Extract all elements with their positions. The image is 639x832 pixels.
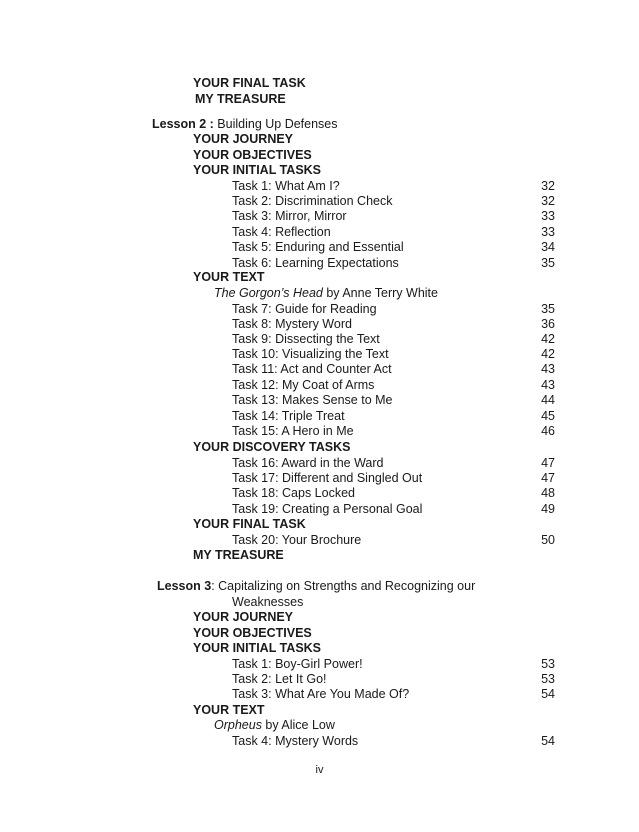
lesson-3-name-continued: Weaknesses (232, 595, 304, 609)
toc-page: 35 (541, 302, 555, 316)
toc-task: Task 9: Dissecting the Text (232, 332, 380, 346)
toc-task: Task 18: Caps Locked (232, 486, 355, 500)
heading-your-text: YOUR TEXT (193, 270, 265, 284)
toc-page: 33 (541, 225, 555, 239)
lesson-3-title (157, 579, 475, 593)
lesson-2-title (152, 117, 338, 131)
toc-task: Task 7: Guide for Reading (232, 302, 377, 316)
text-author: by Alice Low (261, 718, 335, 732)
toc-task: Task 3: Mirror, Mirror (232, 209, 347, 223)
heading-final-task: YOUR FINAL TASK (193, 76, 306, 90)
toc-task: Task 5: Enduring and Essential (232, 240, 404, 254)
toc-page: 48 (541, 486, 555, 500)
toc-page: 46 (541, 424, 555, 438)
toc-page: 47 (541, 456, 555, 470)
toc-page: 32 (541, 194, 555, 208)
toc-task: Task 14: Triple Treat (232, 409, 345, 423)
toc-page: 44 (541, 393, 555, 407)
heading-my-treasure: MY TREASURE (193, 548, 284, 562)
heading-objectives: YOUR OBJECTIVES (193, 626, 312, 640)
heading-journey: YOUR JOURNEY (193, 132, 294, 146)
lesson-3-label: Lesson 3 (157, 579, 212, 593)
toc-page: 43 (541, 362, 555, 376)
toc-task: Task 12: My Coat of Arms (232, 378, 375, 392)
toc-task: Task 15: A Hero in Me (232, 424, 354, 438)
toc-page: 36 (541, 317, 555, 331)
toc-task: Task 20: Your Brochure (232, 533, 362, 547)
toc-page: 50 (541, 533, 555, 547)
heading-initial-tasks: YOUR INITIAL TASKS (193, 163, 322, 177)
toc-task: Task 2: Discrimination Check (232, 194, 393, 208)
toc-task: Task 17: Different and Singled Out (232, 471, 423, 485)
toc-page: 54 (541, 734, 555, 748)
toc-task: Task 10: Visualizing the Text (232, 347, 389, 361)
toc-page: 33 (541, 209, 555, 223)
toc-task: Task 4: Mystery Words (232, 734, 359, 748)
lesson-3-name: : Capitalizing on Strengths and Recognizing our (211, 579, 476, 593)
toc-page: 42 (541, 332, 555, 346)
heading-initial-tasks: YOUR INITIAL TASKS (193, 641, 322, 655)
text-author: by Anne Terry White (322, 286, 438, 300)
heading-objectives: YOUR OBJECTIVES (193, 148, 312, 162)
heading-journey: YOUR JOURNEY (193, 610, 294, 624)
text-title: The Gorgon’s Head (214, 286, 323, 300)
toc-page: 53 (541, 672, 555, 686)
toc-task: Task 6: Learning Expectations (232, 256, 399, 270)
toc-page: 45 (541, 409, 555, 423)
toc-task: Task 2: Let It Go! (232, 672, 327, 686)
heading-final-task: YOUR FINAL TASK (193, 517, 306, 531)
text-reference (214, 718, 335, 732)
page-number: iv (315, 764, 324, 776)
toc-page: 34 (541, 240, 555, 254)
toc-task: Task 3: What Are You Made Of? (232, 687, 410, 701)
toc-task: Task 1: What Am I? (232, 179, 340, 193)
toc-page: 42 (541, 347, 555, 361)
toc-page: 54 (541, 687, 555, 701)
toc-page: 35 (541, 256, 555, 270)
toc-task: Task 19: Creating a Personal Goal (232, 502, 423, 516)
text-reference (214, 286, 438, 300)
toc-task: Task 1: Boy-Girl Power! (232, 657, 363, 671)
toc-page: 43 (541, 378, 555, 392)
toc-task: Task 16: Award in the Ward (232, 456, 384, 470)
lesson-2-name: Building Up Defenses (213, 117, 338, 131)
toc-page: 47 (541, 471, 555, 485)
toc-page: 49 (541, 502, 555, 516)
toc-task: Task 11: Act and Counter Act (232, 362, 392, 376)
toc-task: Task 8: Mystery Word (232, 317, 352, 331)
heading-your-text: YOUR TEXT (193, 703, 265, 717)
lesson-2-label: Lesson 2 : (152, 117, 214, 131)
text-title: Orpheus (214, 718, 262, 732)
heading-my-treasure: MY TREASURE (195, 92, 286, 106)
heading-discovery-tasks: YOUR DISCOVERY TASKS (193, 440, 351, 454)
toc-page: 53 (541, 657, 555, 671)
toc-task: Task 4: Reflection (232, 225, 331, 239)
toc-task: Task 13: Makes Sense to Me (232, 393, 393, 407)
toc-page: 32 (541, 179, 555, 193)
